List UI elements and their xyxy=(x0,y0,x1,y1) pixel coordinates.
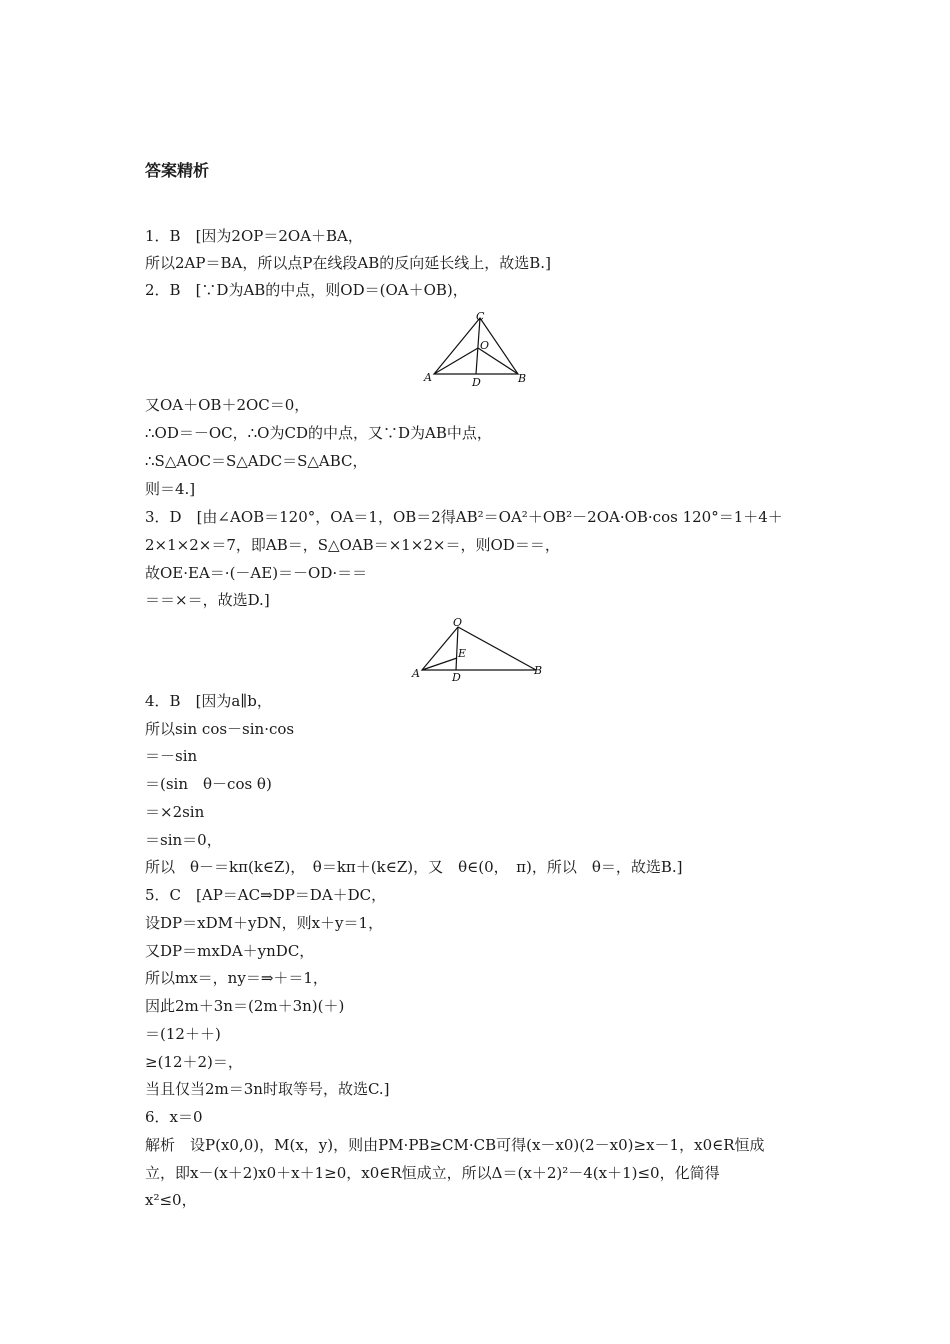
text-line: 所以 θ－＝kπ(k∈Z)， θ＝kπ＋(k∈Z)，又 θ∈(0， π)，所以 θ＝，故选B.] xyxy=(145,858,683,876)
text-line: ＝sin＝0， xyxy=(145,831,222,849)
text-line: ∴OD＝－OC，∴O为CD的中点，又∵D为AB中点， xyxy=(145,424,492,442)
text-line: 立，即x－(x＋2)x0＋x＋1≥0，x0∈R恒成立，所以Δ＝(x＋2)²－4(x＋1)≤0，化简得 xyxy=(145,1164,720,1182)
text-line: 又DP＝mxDA＋ynDC， xyxy=(145,942,315,960)
fig1-label-d: D xyxy=(472,376,481,388)
text-line: 所以mx＝，ny＝⇒＋＝1， xyxy=(145,969,328,987)
text-line: 故OE·EA＝·(－AE)＝－OD·＝＝ xyxy=(145,564,368,582)
fig2-label-b: B xyxy=(534,664,543,677)
text-line: 1．B [因为2OP＝2OA＋BA， xyxy=(145,227,363,245)
text-line: 设DP＝xDM＋yDN，则x＋y＝1， xyxy=(145,914,384,932)
text-line: ＝(12＋＋) xyxy=(145,1025,221,1043)
text-line: ＝－sin xyxy=(145,747,198,765)
fig1-label-c: C xyxy=(476,310,485,323)
text-line: 3．D [由∠AOB＝120°，OA＝1，OB＝2得AB²＝OA²＋OB²－2OA·OB·cos 120°＝1＋4＋ xyxy=(145,508,783,526)
text-line: 解析 设P(x0,0)，M(x，y)，则由PM·PB≥CM·CB可得(x－x0)(2－x0)≥x－1，x0∈R恒成 xyxy=(145,1136,765,1154)
text-line: ＝×2sin xyxy=(145,803,205,821)
fig2-label-d: D xyxy=(452,671,461,684)
text-line: 则＝4.] xyxy=(145,480,196,498)
fig1-label-o: O xyxy=(480,339,490,352)
text-line: ≥(12＋2)＝， xyxy=(145,1053,243,1071)
text-line: 4．B [因为a∥b， xyxy=(145,692,272,710)
text-line: x²≤0， xyxy=(145,1191,197,1209)
text-line: 当且仅当2m＝3n时取等号，故选C.] xyxy=(145,1080,390,1098)
fig2-label-o: O xyxy=(453,616,463,629)
fig2-label-e: E xyxy=(458,647,467,660)
text-line: ＝(sin θ－cos θ) xyxy=(145,775,272,793)
fig2-label-a: A xyxy=(412,667,420,680)
text-line: ＝＝×＝，故选D.] xyxy=(145,591,270,609)
text-line: ∴S△AOC＝S△ADC＝S△ABC， xyxy=(145,452,368,470)
triangle-figure-1 xyxy=(420,308,530,392)
fig1-label-b: B xyxy=(518,372,527,385)
triangle-figure-2 xyxy=(410,615,550,689)
text-line: 2×1×2×＝7，即AB＝，S△OAB＝×1×2×＝，则OD＝＝， xyxy=(145,536,560,554)
page-title: 答案精析 xyxy=(145,161,210,180)
text-line: 6．x＝0 xyxy=(145,1108,203,1126)
text-line: 5．C [AP＝AC⇒DP＝DA＋DC， xyxy=(145,886,387,904)
fig1-label-a: A xyxy=(424,371,432,384)
text-line: 所以sin cos－sin·cos xyxy=(145,720,295,738)
text-line: 因此2m＋3n＝(2m＋3n)(＋) xyxy=(145,997,345,1015)
text-line: 所以2AP＝BA，所以点P在线段AB的反向延长线上，故选B.] xyxy=(145,254,551,272)
text-line: 又OA＋OB＋2OC＝0， xyxy=(145,396,310,414)
text-line: 2．B [∵D为AB的中点，则OD＝(OA＋OB)， xyxy=(145,281,468,299)
